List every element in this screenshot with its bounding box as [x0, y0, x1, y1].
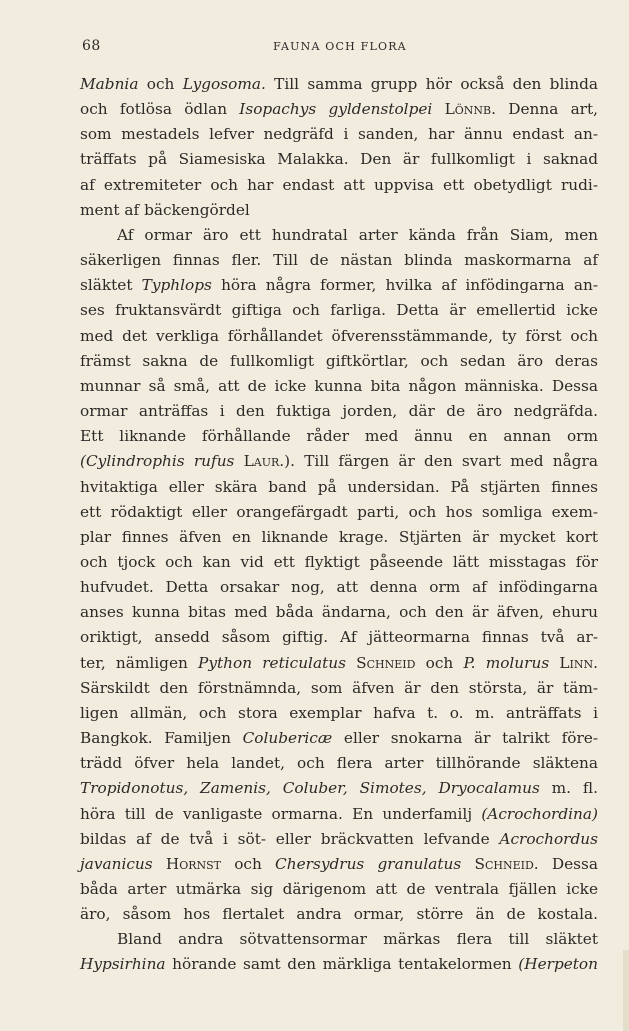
text-segment: med det verkliga förhållandet öfverensstämmande, ty först och [80, 326, 598, 345]
italic-text: Hypsirhina [80, 955, 166, 974]
text-line [80, 72, 598, 97]
text-line [80, 952, 598, 977]
small-caps-text: Linn. [559, 653, 598, 672]
text-segment: Bland andra sötvattensormar märkas flera till släktet [117, 930, 598, 949]
text-segment: hvitaktiga eller skära band på undersidan. På stjärten finnes [80, 477, 598, 496]
text-segment: ment af bäckengördel [80, 200, 250, 219]
text-line [80, 324, 598, 349]
text-segment [432, 100, 444, 118]
text-segment: främst sakna de fullkomligt giftkörtlar, och sedan äro deras [80, 351, 598, 370]
text-line [80, 122, 598, 147]
small-caps-text: Hornst [165, 854, 221, 873]
text-line [80, 676, 598, 701]
text-line [80, 625, 598, 650]
text-segment: höra några former, hvilka af infödingarna an- [211, 276, 598, 295]
text-segment: Till samma grupp hör också den blinda [265, 75, 599, 93]
text-line [80, 198, 598, 223]
text-segment: Denna art, [495, 100, 599, 119]
text-segment: munnar så små, att de icke kunna bita någon människa. Dessa [80, 376, 598, 395]
text-segment: Af ormar äro ett hundratal arter kända från Siam, men [117, 225, 598, 244]
text-segment: af extremiteter och har endast att uppvisa ett obetydligt rudi- [80, 175, 598, 194]
text-segment: och [415, 653, 464, 672]
text-line [80, 802, 598, 827]
text-segment: oriktigt, ansedd såsom giftig. Af jätteormarna finnas två ar- [80, 628, 598, 647]
italic-text: Mabnia [80, 75, 139, 93]
text-segment: hörande samt den märkliga tentakelormen [165, 955, 519, 974]
italic-text: Chersydrus granulatus [275, 854, 462, 873]
small-caps-text: Schneid. [474, 854, 539, 873]
text-segment: ligen allmän, och stora exemplar hafva t. o. m. anträffats i [80, 703, 598, 722]
text-segment: Ett liknande förhållande råder med ännu en annan orm [80, 427, 598, 446]
text-line [80, 424, 598, 449]
text-segment: ). Till färgen är den svart med några [284, 452, 598, 471]
text-line [80, 751, 598, 776]
text-segment: båda arter utmärka sig därigenom att de ventrala fjällen icke [80, 880, 598, 898]
italic-text: (Herpeton [518, 955, 598, 974]
text-line [80, 475, 598, 500]
text-line [80, 550, 598, 575]
text-line [80, 147, 598, 172]
text-line [80, 927, 598, 952]
text-segment: höra till de vanligaste ormarna. En underfamilj [80, 804, 482, 823]
text-segment: ses fruktansvärdt giftiga och farliga. Detta är emellertid icke [80, 301, 598, 320]
text-line [80, 223, 598, 248]
text-segment: och fotlösa ödlan [80, 100, 240, 119]
text-segment: Särskildt den förstnämnda, som äfven är den största, är täm- [80, 678, 598, 697]
text-line [80, 248, 598, 273]
text-segment: ormar anträffas i den fuktiga jorden, där de äro nedgräfda. [80, 402, 598, 421]
text-line [80, 298, 598, 323]
text-segment: släktet [80, 276, 142, 295]
italic-text: Acrochordus [499, 829, 598, 848]
text-line [80, 525, 598, 550]
text-segment: och [138, 75, 183, 93]
text-line [80, 575, 598, 600]
text-segment: ter, nämligen [80, 653, 199, 672]
text-segment [346, 654, 356, 672]
text-segment [234, 452, 243, 470]
text-segment: Bangkok. Familjen [80, 729, 243, 748]
small-caps-text: Schneid [356, 653, 416, 672]
text-line [80, 273, 598, 298]
italic-text: Python reticulatus [198, 653, 346, 672]
italic-text: P. molurus [463, 653, 550, 672]
text-segment: trädd öfver hela landet, och flera arter tillhörande släktena [80, 754, 598, 773]
text-line [80, 877, 598, 902]
text-line [80, 374, 598, 399]
text-segment: bildas af de två i söt- eller bräckvatten lefvande [80, 829, 500, 848]
italic-text: Tropidonotus, Zamenis, Coluber, Simotes, Dryocalamus [80, 779, 540, 798]
text-segment: anses kunna bitas med båda ändarna, och den är äfven, ehuru [80, 603, 598, 622]
text-segment: träffats på Siamesiska Malakka. Den är fullkomligt i saknad [80, 150, 598, 169]
text-line [80, 97, 598, 122]
text-line [80, 349, 598, 374]
text-line [80, 600, 598, 625]
text-segment: äro, såsom hos flertalet andra ormar, större än de kostala. [80, 905, 598, 924]
small-caps-text: Laur. [243, 452, 285, 471]
text-line [80, 399, 598, 424]
text-line [80, 852, 598, 877]
italic-text: Colubericæ [242, 729, 333, 748]
text-line [80, 776, 598, 801]
italic-text: Lygosoma. [182, 75, 266, 93]
text-line [80, 500, 598, 525]
text-segment [153, 855, 166, 873]
text-segment: Dessa [538, 854, 598, 873]
italic-text: Typhlops [141, 276, 212, 295]
italic-text: (Acrochordina) [481, 804, 598, 823]
text-segment [461, 855, 474, 873]
text-line [80, 726, 598, 751]
italic-text: javanicus [80, 854, 153, 873]
italic-text: (Cylindrophis rufus [80, 452, 235, 471]
page-number: 68 [82, 38, 101, 54]
text-segment: m. fl. [539, 779, 598, 798]
text-line [80, 701, 598, 726]
page-header [82, 38, 598, 58]
text-segment: plar finnes äfven en liknande krage. Stjärten är mycket kort [80, 527, 598, 546]
text-line [80, 449, 598, 474]
italic-text: Isopachys gyldenstolpei [239, 100, 433, 119]
running-head: FAUNA OCH FLORA [273, 40, 407, 53]
body-text [80, 72, 598, 978]
page-edge [623, 950, 629, 1031]
text-line [80, 902, 598, 927]
text-segment: eller snokarna är talrikt före- [332, 729, 598, 748]
text-line [80, 827, 598, 852]
text-segment: och [221, 854, 276, 873]
text-segment: och tjock och kan vid ett flyktigt påseende lätt misstagas för [80, 552, 598, 571]
text-segment: hufvudet. Detta orsakar nog, att denna orm af infödingarna [80, 578, 598, 597]
small-caps-text: Lönnb. [444, 100, 496, 119]
text-segment [549, 654, 559, 672]
text-segment: ett rödaktigt eller orangefärgadt parti, och hos somliga exem- [80, 502, 598, 521]
text-segment: som mestadels lefver nedgräfd i sanden, har ännu endast an- [80, 125, 598, 144]
text-line [80, 173, 598, 198]
text-line [80, 651, 598, 676]
text-segment: säkerligen finnas fler. Till de nästan blinda maskormarna af [80, 251, 598, 270]
